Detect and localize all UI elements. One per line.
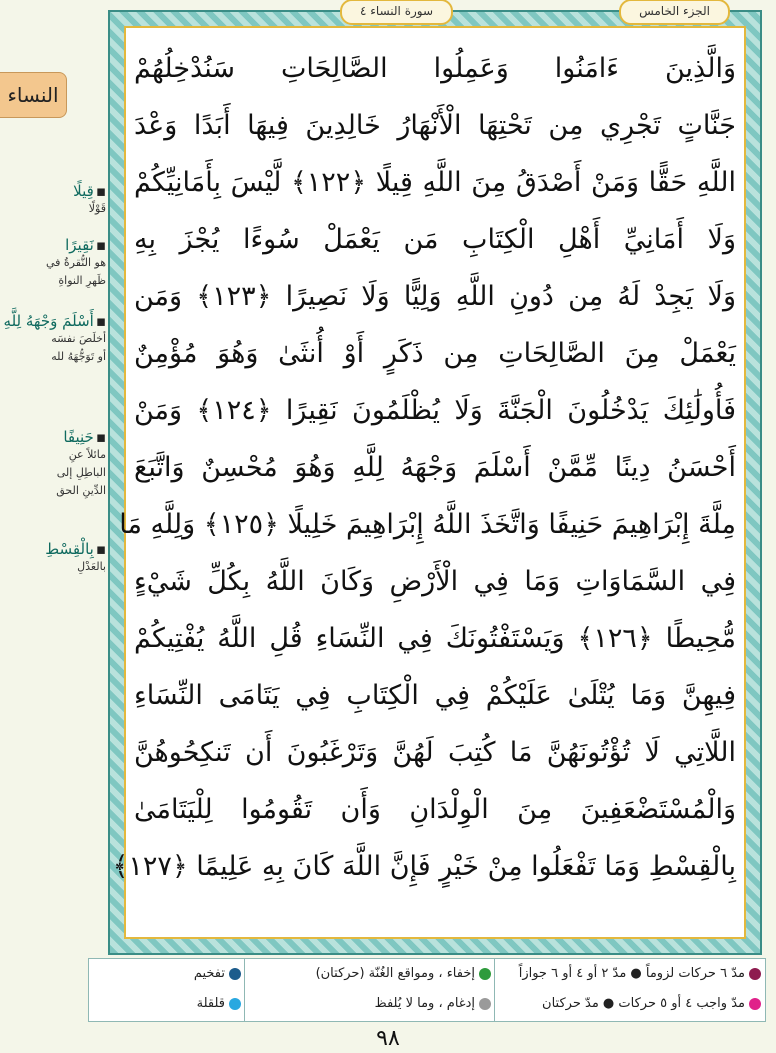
quran-line: بِالْقِسْطِ وَمَا تَفْعَلُوا مِنْ خَيْرٍ فَإِنَّ اللَّهَ كَانَ بِهِ عَلِيمًا ﴿١٢٧﴾ bbox=[112, 851, 736, 882]
legend-label: إخفاء ، ومواقع الغُنّة (حركتان) bbox=[315, 966, 475, 981]
legend-item bbox=[89, 959, 245, 989]
tajweed-legend bbox=[88, 958, 766, 1022]
legend-column bbox=[244, 959, 495, 1021]
legend-column bbox=[89, 959, 245, 1021]
legend-column bbox=[494, 959, 765, 1021]
quran-line: مِلَّةَ إِبْرَاهِيمَ حَنِيفًا وَاتَّخَذَ اللَّهُ إِبْرَاهِيمَ خَلِيلًا ﴿١٢٥﴾ وَلِلَّهِ مَا bbox=[119, 509, 736, 540]
legend-item bbox=[89, 989, 245, 1019]
gloss-word: ▪ نَقِيرًا bbox=[2, 236, 106, 254]
text-area bbox=[112, 26, 746, 939]
quran-lines bbox=[112, 40, 737, 929]
gloss-word: ▪ حَنِيفًا bbox=[2, 428, 106, 446]
surah-header: سورة النساء ٤ bbox=[340, 0, 453, 25]
gloss-word: ▪ بِالْقِسْطِ bbox=[2, 540, 106, 558]
gloss-meaning: مائلاً عنِ bbox=[68, 448, 106, 461]
gloss-entry bbox=[2, 312, 106, 366]
gloss-entry bbox=[2, 540, 106, 576]
quran-line: فِي السَّمَاوَاتِ وَمَا فِي الْأَرْضِ وَكَانَ اللَّهُ بِكُلِّ شَيْءٍ bbox=[134, 566, 736, 597]
legend-label: مدّ واجب ٤ أو ٥ حركات ● مدّ حركتان bbox=[542, 996, 745, 1011]
gloss-meaning: بالعَدْلِ bbox=[77, 560, 106, 573]
quran-line: أَحْسَنُ دِينًا مِّمَّنْ أَسْلَمَ وَجْهَهُ لِلَّهِ وَهُوَ مُحْسِنٌ وَاتَّبَعَ bbox=[134, 452, 736, 483]
color-dot-icon bbox=[479, 968, 491, 980]
gloss-meaning: أخلَصَ نفسَه bbox=[51, 332, 106, 345]
gloss-entry bbox=[2, 428, 106, 500]
quran-line: مُّحِيطًا ﴿١٢٦﴾ وَيَسْتَفْتُونَكَ فِي النِّسَاءِ قُلِ اللَّهُ يُفْتِيكُمْ bbox=[134, 623, 737, 654]
gloss-word: ▪ قِيلًا bbox=[2, 182, 106, 200]
legend-label: تفخيم bbox=[193, 966, 225, 981]
quran-line: فَأُولَٰئِكَ يَدْخُلُونَ الْجَنَّةَ وَلَا يُظْلَمُونَ نَقِيرًا ﴿١٢٤﴾ وَمَنْ bbox=[134, 395, 736, 426]
quran-line: وَالَّذِينَ ءَامَنُوا وَعَمِلُوا الصَّالِحَاتِ سَنُدْخِلُهُمْ bbox=[134, 53, 736, 84]
legend-label: قلقلة bbox=[196, 996, 225, 1011]
quran-line: وَلَا يَجِدْ لَهُ مِن دُونِ اللَّهِ وَلِيًّا وَلَا نَصِيرًا ﴿١٢٣﴾ وَمَن bbox=[134, 281, 736, 312]
legend-label: مدّ ٦ حركات لزوماً ● مدّ ٢ أو ٤ أو ٦ جوازاً bbox=[518, 966, 745, 981]
legend-item bbox=[245, 959, 495, 989]
color-dot-icon bbox=[229, 968, 241, 980]
gloss-entry bbox=[2, 182, 106, 218]
page-frame bbox=[108, 4, 762, 955]
gloss-meaning: أو تَوَجُّهَهُ لله bbox=[51, 350, 106, 363]
surah-tab[interactable]: النساء bbox=[0, 72, 67, 118]
quran-line: وَالْمُسْتَضْعَفِينَ مِنَ الْوِلْدَانِ وَأَن تَقُومُوا لِلْيَتَامَىٰ bbox=[134, 794, 736, 825]
legend-label: إدغام ، وما لا يُلفظ bbox=[374, 996, 475, 1011]
quran-line: فِيهِنَّ وَمَا يُتْلَىٰ عَلَيْكُمْ فِي الْكِتَابِ فِي يَتَامَى النِّسَاءِ bbox=[134, 680, 736, 711]
gloss-entry bbox=[2, 236, 106, 290]
quran-line: يَعْمَلْ مِنَ الصَّالِحَاتِ مِن ذَكَرٍ أَوْ أُنثَىٰ وَهُوَ مُؤْمِنٌ bbox=[134, 338, 736, 369]
color-dot-icon bbox=[479, 998, 491, 1010]
legend-item bbox=[245, 989, 495, 1019]
gloss-meaning: الدِّينِ الحق bbox=[56, 484, 106, 497]
gloss-meaning: هو النُّقرةُ في bbox=[45, 256, 106, 269]
juz-header: الجزء الخامس bbox=[619, 0, 730, 25]
color-dot-icon bbox=[749, 998, 761, 1010]
color-dot-icon bbox=[229, 998, 241, 1010]
quran-line: اللَّاتِي لَا تُؤْتُونَهُنَّ مَا كُتِبَ لَهُنَّ وَتَرْغَبُونَ أَن تَنكِحُوهُنَّ bbox=[134, 737, 736, 768]
gloss-meaning: قَوْلًا bbox=[88, 202, 106, 215]
gloss-meaning: ظَهرِ النواةِ bbox=[58, 274, 106, 287]
quran-line: جَنَّاتٍ تَجْرِي مِن تَحْتِهَا الْأَنْهَارُ خَالِدِينَ فِيهَا أَبَدًا وَعْدَ bbox=[134, 110, 736, 141]
quran-line: اللَّهِ حَقًّا وَمَنْ أَصْدَقُ مِنَ اللَّهِ قِيلًا ﴿١٢٢﴾ لَّيْسَ بِأَمَانِيِّكُمْ bbox=[134, 167, 736, 198]
legend-item bbox=[495, 959, 765, 989]
legend-item bbox=[495, 989, 765, 1019]
gloss-word: ▪ أَسْلَمَ وَجْهَهُ لِلَّهِ bbox=[2, 312, 106, 330]
page-number: ٩٨ bbox=[376, 1026, 400, 1051]
color-dot-icon bbox=[749, 968, 761, 980]
gloss-meaning: الباطِلِ إلى bbox=[56, 466, 106, 479]
quran-line: وَلَا أَمَانِيِّ أَهْلِ الْكِتَابِ مَن يَعْمَلْ سُوءًا يُجْزَ بِهِ bbox=[134, 224, 736, 255]
